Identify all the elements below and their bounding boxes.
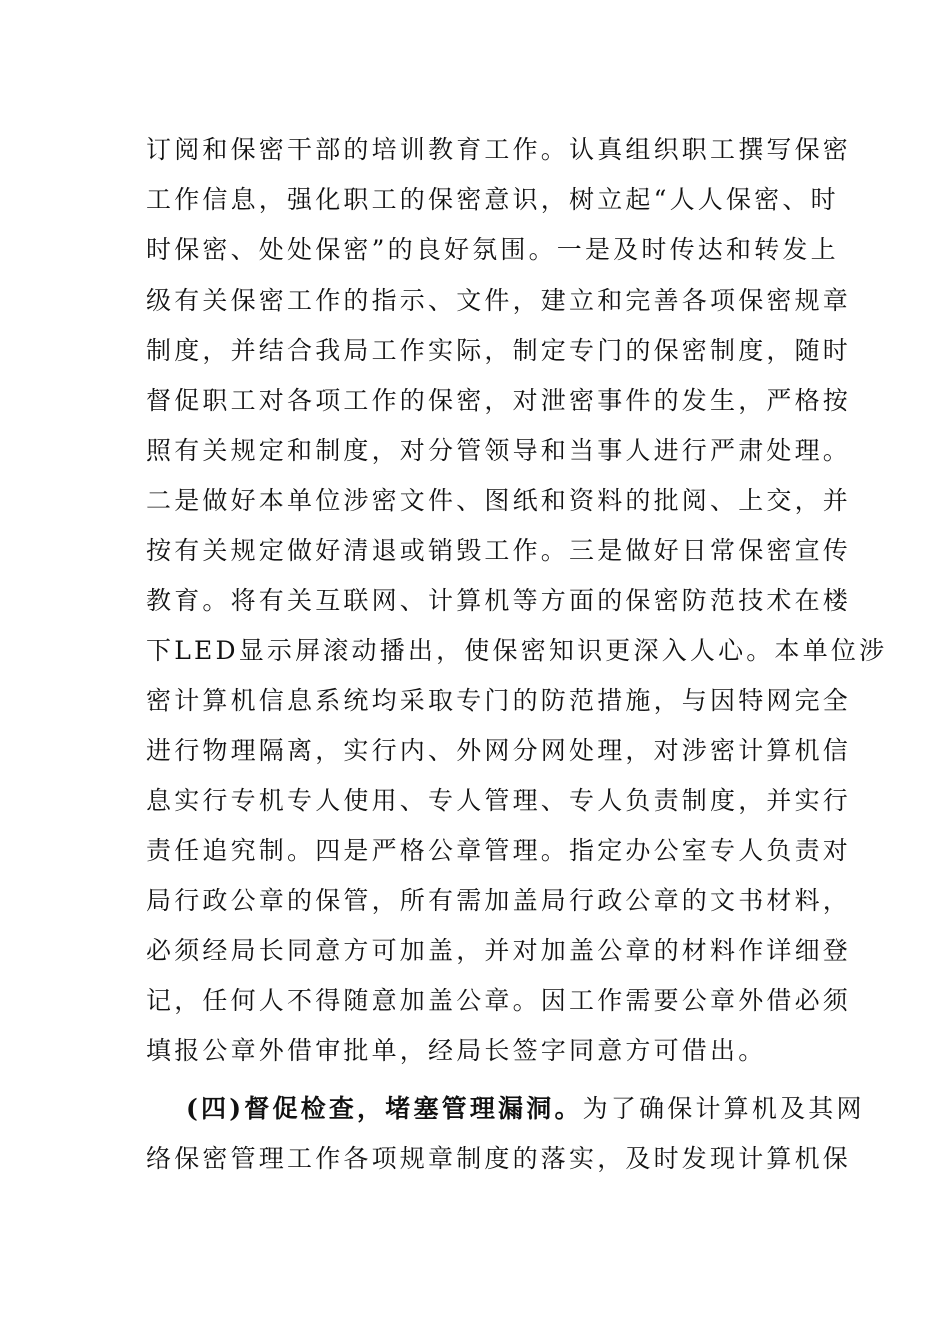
paragraph-line: 记，任何人不得随意加盖公章。因工作需要公章外借必须 xyxy=(146,986,852,1015)
section-four-heading: (四)督促检查，堵塞管理漏洞。 xyxy=(186,1094,583,1123)
paragraph-line: 照有关规定和制度，对分管领导和当事人进行严肃处理。 xyxy=(146,436,852,465)
paragraph-line: 局行政公章的保管，所有需加盖局行政公章的文书材料， xyxy=(146,886,852,915)
section-four-second-line: 络保密管理工作各项规章制度的落实，及时发现计算机保 xyxy=(146,1144,852,1173)
paragraph-line: 工作信息，强化职工的保密意识，树立起“人人保密、时 xyxy=(146,185,839,214)
paragraph-line: 级有关保密工作的指示、文件，建立和完善各项保密规章 xyxy=(146,286,852,315)
paragraph-line: 督促职工对各项工作的保密，对泄密事件的发生，严格按 xyxy=(146,386,852,415)
paragraph-line: 二是做好本单位涉密文件、图纸和资料的批阅、上交，并 xyxy=(146,486,852,515)
section-four-first-line xyxy=(186,1089,865,1129)
paragraph-line: 教育。将有关互联网、计算机等方面的保密防范技术在楼 xyxy=(146,586,852,615)
section-four-text: 为了确保计算机及其网 xyxy=(582,1094,865,1123)
paragraph-line: 制度，并结合我局工作实际，制定专门的保密制度，随时 xyxy=(146,336,852,365)
paragraph-line: 订阅和保密干部的培训教育工作。认真组织职工撰写保密 xyxy=(146,135,852,164)
paragraph-line: 责任追究制。四是严格公章管理。指定办公室专人负责对 xyxy=(146,836,852,865)
paragraph-line: 按有关规定做好清退或销毁工作。三是做好日常保密宣传 xyxy=(146,536,852,565)
paragraph-line: 填报公章外借审批单，经局长签字同意方可借出。 xyxy=(146,1036,767,1065)
paragraph-line: 时保密、处处保密”的良好氛围。一是及时传达和转发上 xyxy=(146,235,839,264)
paragraph-line: 下LED显示屏滚动播出，使保密知识更深入人心。本单位涉 xyxy=(146,636,888,665)
paragraph-line: 息实行专机专人使用、专人管理、专人负责制度，并实行 xyxy=(146,786,852,815)
paragraph-line: 进行物理隔离，实行内、外网分网处理，对涉密计算机信 xyxy=(146,736,852,765)
paragraph-line: 密计算机信息系统均采取专门的防范措施，与因特网完全 xyxy=(146,686,852,715)
paragraph-line: 必须经局长同意方可加盖，并对加盖公章的材料作详细登 xyxy=(146,936,852,965)
